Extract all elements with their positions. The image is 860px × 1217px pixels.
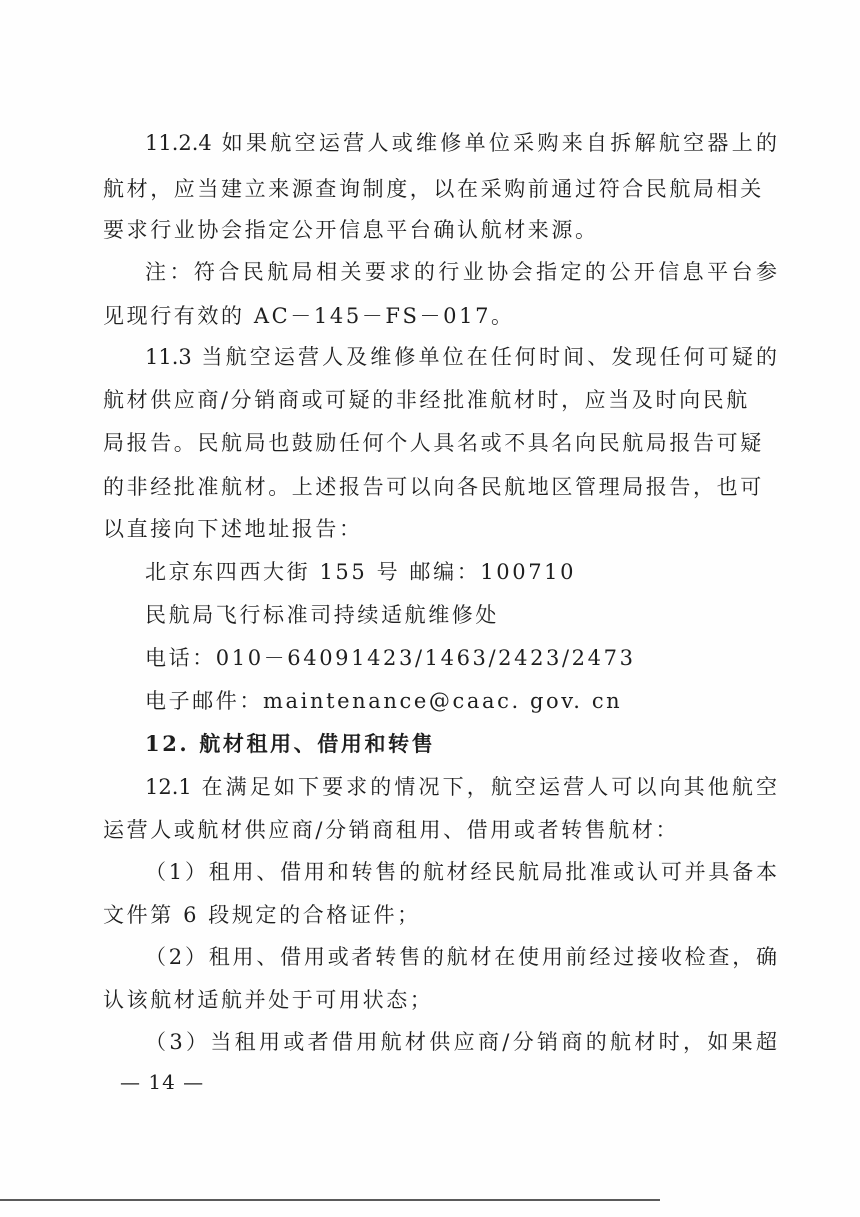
- paragraph-11-3-line-3: 局报告。民航局也鼓励任何个人具名或不具名向民航局报告可疑: [103, 431, 764, 455]
- paragraph-11-3-line-4: 的非经批准航材。上述报告可以向各民航地区管理局报告，也可: [103, 475, 764, 499]
- paragraph-11-2-4-line-2: 航材，应当建立来源查询制度，以在采购前通过符合民航局相关: [103, 177, 764, 201]
- paragraph-12-1-line-1: 12.1 在满足如下要求的情况下，航空运营人可以向其他航空: [145, 775, 777, 799]
- item-1-line-1: （1）租用、借用和转售的航材经民航局批准或认可并具备本: [145, 860, 777, 884]
- item-1-line-2: 文件第 6 段规定的合格证件；: [103, 903, 421, 927]
- paragraph-11-3-line-2: 航材供应商/分销商或可疑的非经批准航材时，应当及时向民航: [103, 388, 750, 412]
- scan-edge-line: [0, 1199, 660, 1201]
- paragraph-12-1-line-2: 运营人或航材供应商/分销商租用、借用或者转售航材：: [103, 818, 680, 842]
- contact-office: 民航局飞行标准司持续适航维修处: [145, 603, 499, 627]
- item-2-line-1: （2）租用、借用或者转售的航材在使用前经过接收检查，确: [145, 945, 777, 969]
- paragraph-11-2-4-line-3: 要求行业协会指定公开信息平台确认航材来源。: [103, 218, 599, 242]
- item-2-line-2: 认该航材适航并处于可用状态；: [103, 988, 434, 1012]
- paragraph-11-3-line-5: 以直接向下述地址报告：: [103, 517, 363, 541]
- paragraph-11-2-4-line-1: 11.2.4 如果航空运营人或维修单位采购来自拆解航空器上的: [145, 131, 777, 155]
- page-number: — 14 —: [120, 1070, 205, 1094]
- paragraph-11-3-line-1: 11.3 当航空运营人及维修单位在任何时间、发现任何可疑的: [145, 345, 777, 369]
- contact-address: 北京东四西大街 155 号 邮编：100710: [145, 560, 577, 584]
- contact-phone: 电话：010－64091423/1463/2423/2473: [145, 646, 636, 670]
- note-line-2: 见现行有效的 AC－145－FS－017。: [103, 304, 515, 328]
- contact-email: 电子邮件：maintenance@caac. gov. cn: [145, 689, 623, 713]
- section-12-heading: 12. 航材租用、借用和转售: [145, 731, 436, 756]
- note-line-1: 注：符合民航局相关要求的行业协会指定的公开信息平台参: [145, 260, 777, 284]
- item-3-line-1: （3）当租用或者借用航材供应商/分销商的航材时，如果超: [145, 1030, 777, 1054]
